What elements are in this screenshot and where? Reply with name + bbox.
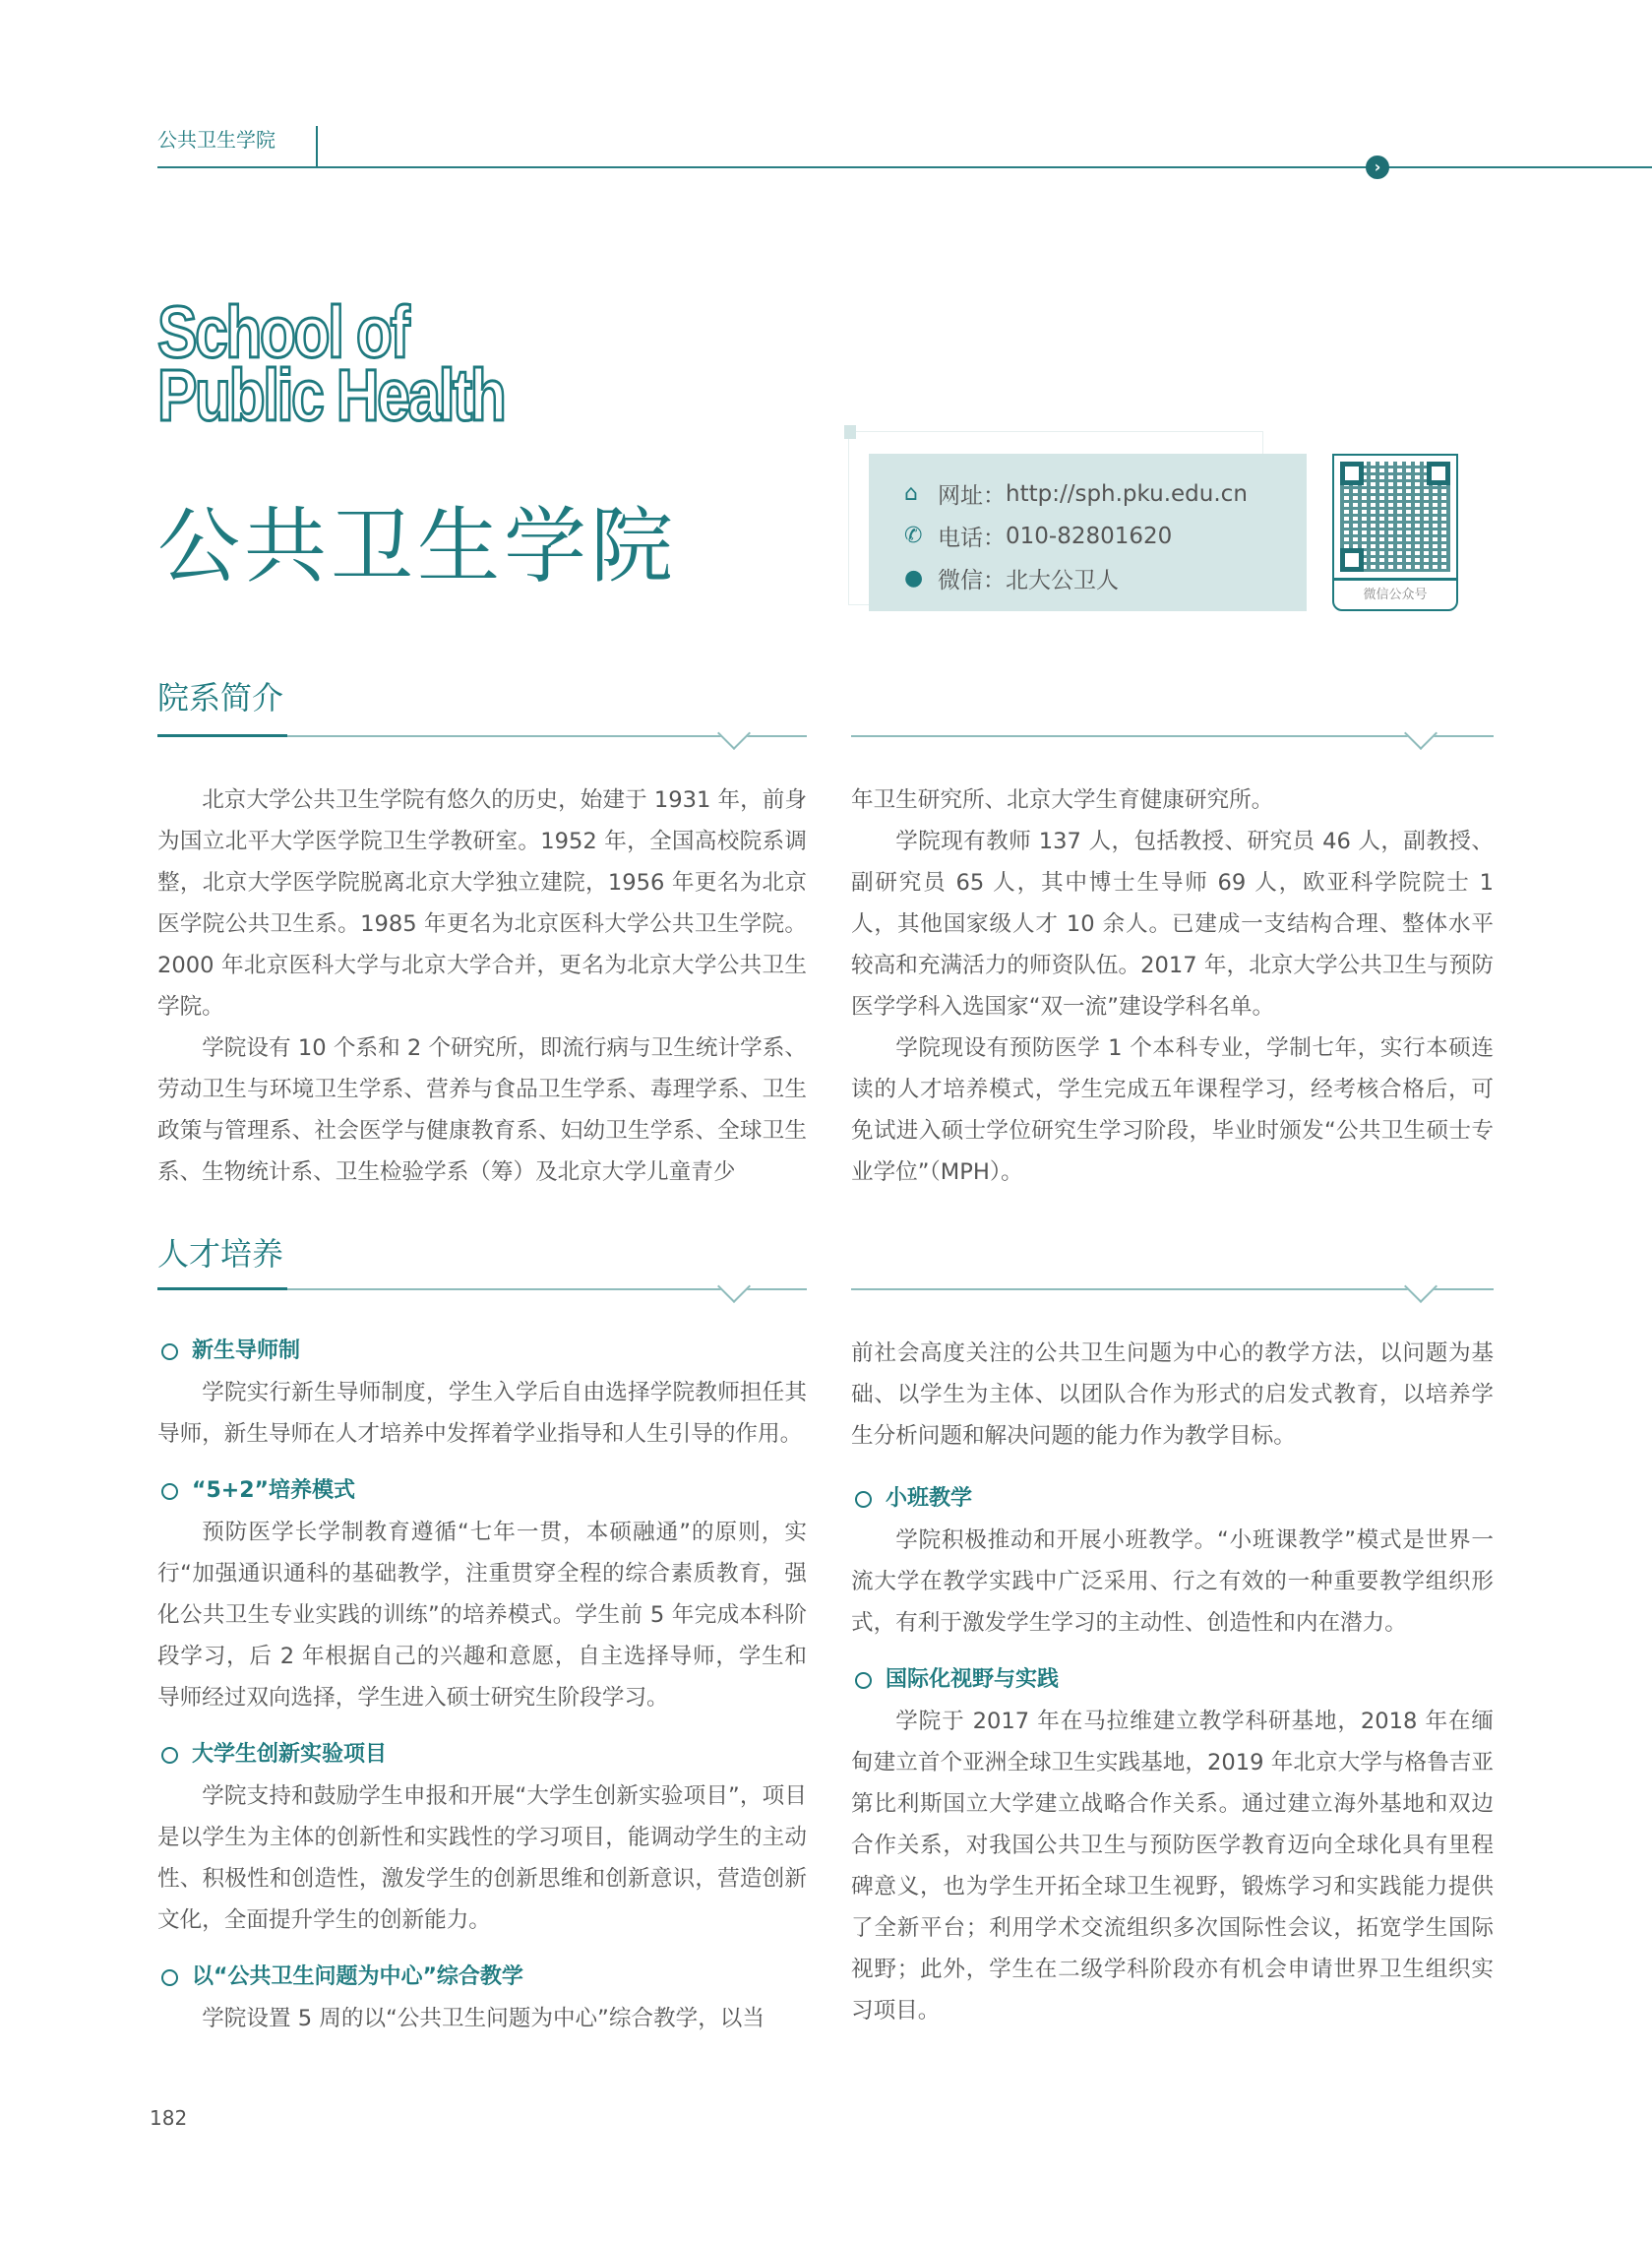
- header-rule: [157, 166, 1652, 168]
- item-heading: [851, 1663, 1494, 1697]
- circle-bullet-icon: [161, 1969, 178, 1986]
- item-heading: [157, 1738, 807, 1772]
- english-title-line1: School of: [157, 291, 408, 373]
- wechat-label: 微信：: [938, 568, 1006, 593]
- paragraph: 学院现设有预防医学 1 个本科专业，学制七年，实行本硕连读的人才培养模式，学生完成五年课程学习，经考核合格后，可免试进入硕士学位研究生学习阶段，毕业时颁发“公共卫生硕士专业学位”（MPH）。: [851, 1035, 1494, 1185]
- contact-phone: [904, 520, 1172, 552]
- paragraph: 学院支持和鼓励学生申报和开展“大学生创新实验项目”，项目是以学生为主体的创新性和实践性的学习项目，能调动学生的主动性、积极性和创造性，激发学生的创新思维和创新意识，营造创新文化，全面提升学生的创新能力。: [157, 1783, 807, 1933]
- intro-right-column: [851, 779, 1494, 1193]
- qr-finder: [1340, 462, 1364, 485]
- circle-bullet-icon: [161, 1343, 178, 1360]
- section-rule-accent: [157, 1287, 287, 1290]
- paragraph: 预防医学长学制教育遵循“七年一贯，本硕融通”的原则，实行“加强通识通科的基础教学，注重贯穿全程的综合素质教育，强化公共卫生专业实践的训练”的培养模式。学生前 5 年完成本科阶段学习，后 2 年根据自己的兴趣和意愿，自主选择导师，学生和导师经过双向选择，学生进入硕士研究生阶段学习。: [157, 1520, 807, 1711]
- item-heading: [157, 1961, 807, 1994]
- qr-divider: [1334, 578, 1456, 581]
- paragraph: 学院于 2017 年在马拉维建立教学科研基地，2018 年在缅甸建立首个亚洲全球卫生实践基地，2019 年北京大学与格鲁吉亚第比利斯国立大学建立战略合作关系。通过建立海外基地和双边合作关系，对我国公共卫生与预防医学教育迈向全球化具有里程碑意义，也为学生开拓全球卫生视野，锻炼学习和实践能力提供了全新平台；利用学术交流组织多次国际性会议，拓宽学生国际视野；此外，学生在二级学科阶段亦有机会申请世界卫生组织实习项目。: [851, 1709, 1494, 2024]
- circle-bullet-icon: [161, 1747, 178, 1764]
- paragraph: 年卫生研究所、北京大学生育健康研究所。: [851, 787, 1274, 813]
- item-heading: [157, 1335, 807, 1368]
- qr-caption: 微信公众号: [1363, 588, 1428, 602]
- rule-notch: [1404, 1270, 1438, 1303]
- header-divider: [316, 126, 318, 167]
- item-title: 大学生创新实验项目: [192, 1742, 388, 1767]
- item-title: 新生导师制: [192, 1339, 301, 1363]
- rule-notch: [717, 716, 751, 750]
- section-heading-training: 人才培养: [157, 1235, 284, 1273]
- website-link[interactable]: http://sph.pku.edu.cn: [1006, 480, 1248, 507]
- qr-finder: [1340, 548, 1364, 572]
- section-rule: [851, 1288, 1494, 1290]
- paragraph: 学院设置 5 周的以“公共卫生问题为中心”综合教学，以当: [202, 2006, 765, 2031]
- item-title: “5+2”培养模式: [192, 1478, 355, 1503]
- training-right-column: [851, 1333, 1494, 2031]
- item-title: 国际化视野与实践: [886, 1667, 1060, 1692]
- website-label: 网址：: [938, 483, 1006, 509]
- wechat-icon: ●: [904, 566, 924, 591]
- decorative-square: [844, 425, 856, 439]
- contact-website: [904, 477, 1248, 510]
- item-heading: [157, 1474, 807, 1508]
- paragraph: 学院现有教师 137 人，包括教授、研究员 46 人，副教授、副研究员 65 人，其中博士生导师 69 人，欧亚科学院院士 1 人，其他国家级人才 10 余人。已建成一支结构合理、整体水平较高和充满活力的师资队伍。2017 年，北京大学公共卫生与预防医学学科入选国家“双一流”建设学科名单。: [851, 829, 1494, 1020]
- phone-number: 010-82801620: [1006, 523, 1173, 549]
- paragraph: 学院设有 10 个系和 2 个研究所，即流行病与卫生统计学系、劳动卫生与环境卫生学系、营养与食品卫生学系、毒理学系、卫生政策与管理系、社会医学与健康教育系、妇幼卫生学系、全球卫生系、生物统计系、卫生检验学系（筹）及北京大学儿童青少: [157, 1035, 807, 1185]
- paragraph: 学院实行新生导师制度，学生入学后自由选择学院教师担任其导师，新生导师在人才培养中发挥着学业指导和人生引导的作用。: [157, 1380, 807, 1447]
- section-heading-intro: 院系简介: [157, 679, 284, 716]
- chevron-right-icon: ›: [1366, 156, 1389, 179]
- section-rule-accent: [157, 734, 287, 737]
- paragraph: 学院积极推动和开展小班教学。“小班课教学”模式是世界一流大学在教学实践中广泛采用、行之有效的一种重要教学组织形式，有利于激发学生学习的主动性、创造性和内在潜力。: [851, 1527, 1494, 1636]
- english-title-line2: Public Health: [157, 354, 505, 436]
- phone-label: 电话：: [938, 526, 1006, 551]
- qr-finder: [1427, 462, 1450, 485]
- circle-bullet-icon: [855, 1491, 872, 1508]
- page-title: 公共卫生学院: [157, 498, 678, 594]
- page-number: 182: [150, 2106, 188, 2130]
- wechat-account: 北大公卫人: [1006, 568, 1119, 593]
- rule-notch: [1404, 716, 1438, 750]
- training-left-column: [157, 1335, 807, 2039]
- rule-notch: [717, 1270, 751, 1303]
- english-title: [157, 291, 505, 436]
- paragraph: 北京大学公共卫生学院有悠久的历史，始建于 1931 年，前身为国立北平大学医学院卫生学教研室。1952 年，全国高校院系调整，北京大学医学院脱离北京大学独立建院，1956 年更名为北京医学院公共卫生系。1985 年更名为北京医科大学公共卫生学院。2000 年北京医科大学与北京大学合并，更名为北京大学公共卫生学院。: [157, 787, 807, 1020]
- home-icon: ⌂: [904, 481, 918, 506]
- circle-bullet-icon: [161, 1483, 178, 1500]
- section-rule: [851, 735, 1494, 737]
- contact-box: [869, 454, 1307, 611]
- item-title: 以“公共卫生问题为中心”综合教学: [192, 1964, 523, 1989]
- contact-wechat: [904, 562, 1119, 594]
- phone-icon: ✆: [904, 524, 923, 548]
- item-title: 小班教学: [886, 1486, 973, 1511]
- item-heading: [851, 1482, 1494, 1516]
- paragraph: 前社会高度关注的公共卫生问题为中心的教学方法，以问题为基础、以学生为主体、以团队合作为形式的启发式教育，以培养学生分析问题和解决问题的能力作为教学目标。: [851, 1340, 1494, 1449]
- qr-code-card: [1332, 454, 1458, 611]
- running-header-label: 公共卫生学院: [157, 128, 275, 152]
- intro-left-column: [157, 779, 807, 1193]
- circle-bullet-icon: [855, 1672, 872, 1689]
